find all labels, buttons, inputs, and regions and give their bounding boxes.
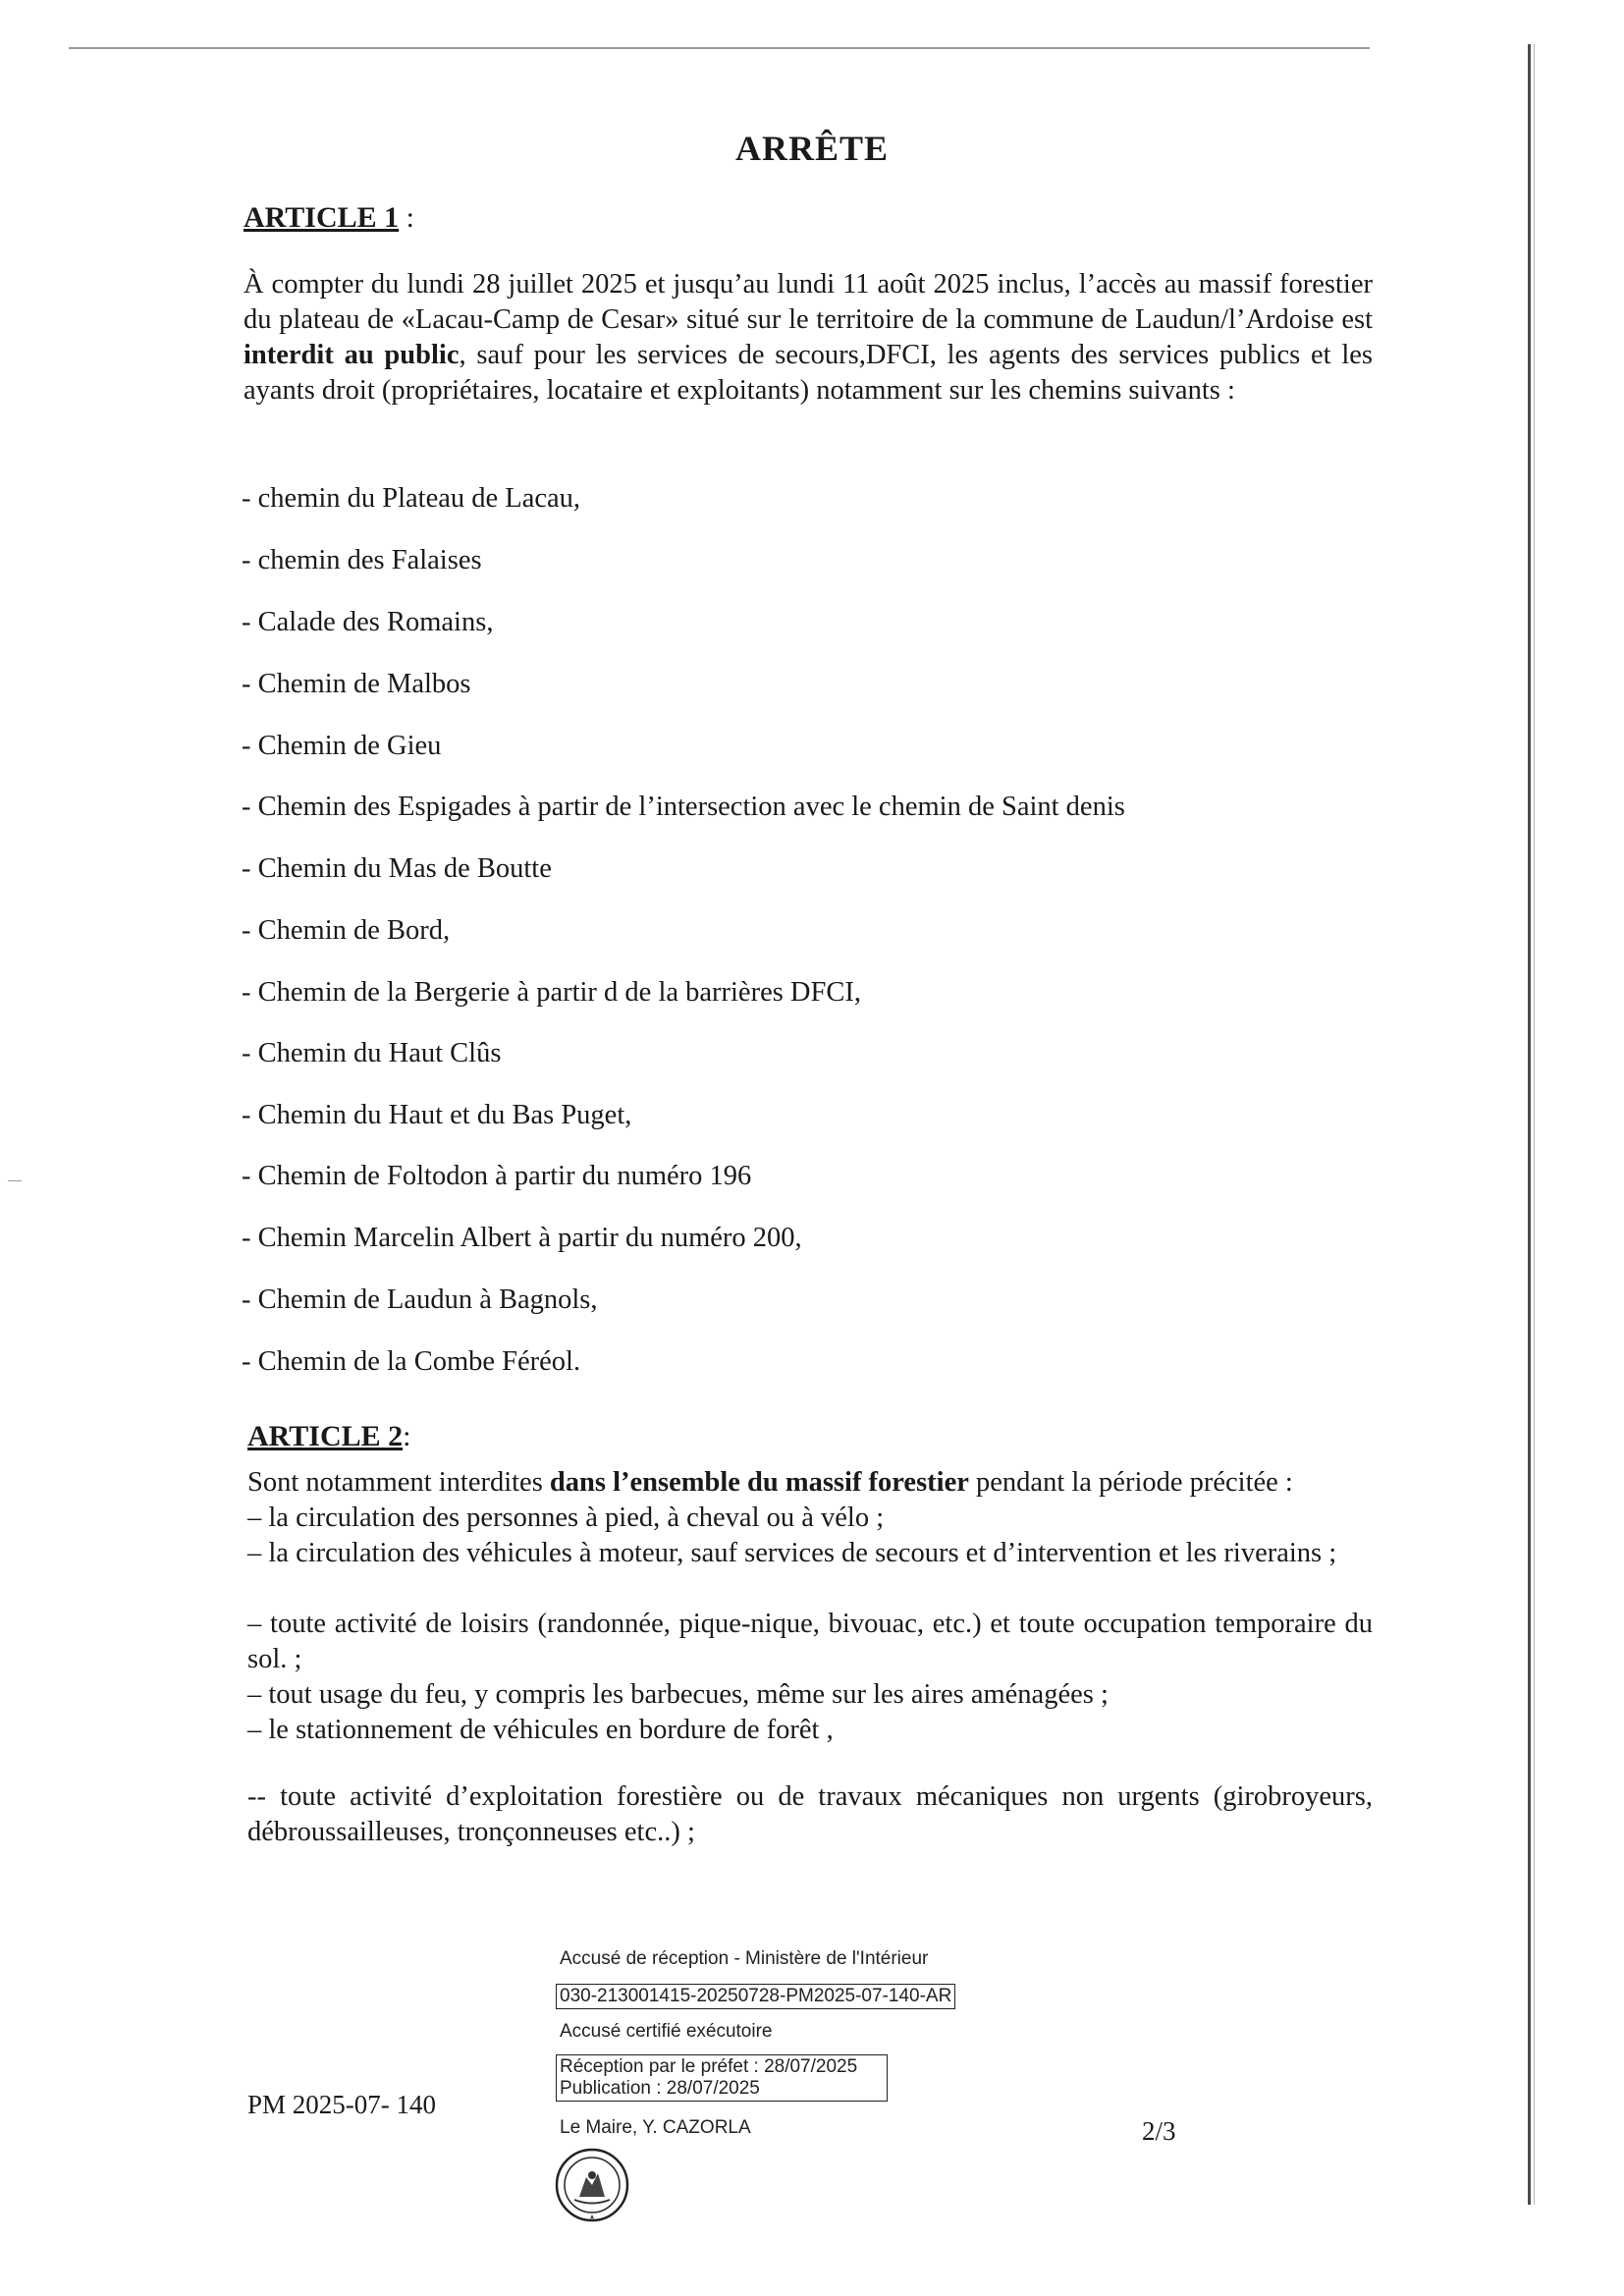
article1-intro-bold: interdit au public bbox=[244, 340, 460, 370]
article2-item: – tout usage du feu, y compris les barbecues, même sur les aires aménagées ; bbox=[247, 1679, 1109, 1710]
street-item: - Chemin de Bord, bbox=[242, 915, 451, 946]
article2-intro bbox=[247, 1465, 1373, 1501]
receipt-id: 030-213001415-20250728-PM2025-07-140-AR bbox=[560, 1986, 952, 2006]
article1-intro-text-a: À compter du lundi 28 juillet 2025 et jusqu’au lundi 11 août 2025 inclus, l’accès au massif forestier du plateau de «Lacau-Camp de Cesar» situé sur le territoire de la commune de Laudun/l’Ardoise est bbox=[244, 269, 1373, 335]
article1-intro bbox=[244, 267, 1373, 409]
article1-heading bbox=[244, 201, 414, 235]
document-reference: PM 2025-07- 140 bbox=[247, 2090, 437, 2119]
receipt-id-box bbox=[556, 1984, 955, 2009]
document-title: ARRÊTE bbox=[734, 129, 890, 168]
reception-box bbox=[556, 2054, 888, 2102]
street-item: - Chemin du Mas de Boutte bbox=[242, 853, 552, 884]
article2-heading-label: ARTICLE 2 bbox=[247, 1420, 404, 1452]
street-item: - Chemin du Haut Clûs bbox=[242, 1038, 502, 1068]
street-item: - chemin des Falaises bbox=[242, 545, 482, 575]
street-item: - Chemin de Foltodon à partir du numéro 196 bbox=[242, 1161, 752, 1191]
page-number: 2/3 bbox=[1142, 2116, 1176, 2146]
article2-item: – le stationnement de véhicules en bordure de forêt , bbox=[247, 1715, 834, 1745]
receipt-label: Accusé de réception - Ministère de l'Intérieur bbox=[560, 1948, 929, 1969]
left-scan-mark bbox=[8, 1180, 22, 1181]
article1-heading-suffix: : bbox=[399, 201, 414, 234]
street-item: - Chemin de la Combe Féréol. bbox=[242, 1346, 581, 1377]
right-scan-edge-light bbox=[1534, 44, 1535, 2205]
article2-intro-text-a: Sont notamment interdites bbox=[247, 1467, 550, 1498]
publication-date: Publication : 28/07/2025 bbox=[560, 2078, 760, 2099]
street-item: - Chemin de Malbos bbox=[242, 669, 471, 699]
article2-intro-text-b: pendant la période précitée : bbox=[968, 1467, 1293, 1498]
street-item: - Calade des Romains, bbox=[242, 607, 494, 637]
right-scan-edge bbox=[1528, 44, 1531, 2205]
article1-intro-text-b: , sauf pour les services de secours,DFCI, les agents des services publics et les ayants droit (propriétaires, locataire et exploitants) notamment sur les chemins suivants : bbox=[244, 340, 1373, 406]
street-item: - Chemin de Laudun à Bagnols, bbox=[242, 1285, 598, 1315]
article2-item: – la circulation des personnes à pied, à cheval ou à vélo ; bbox=[247, 1503, 885, 1533]
street-item: - chemin du Plateau de Lacau, bbox=[242, 483, 581, 514]
signatory: Le Maire, Y. CAZORLA bbox=[560, 2117, 751, 2138]
article2-item: – toute activité de loisirs (randonnée, pique-nique, bivouac, etc.) et toute occupation temporaire du sol. ; bbox=[247, 1609, 1373, 1674]
street-item: - Chemin des Espigades à partir de l’intersection avec le chemin de Saint denis bbox=[242, 792, 1125, 822]
article2-heading bbox=[247, 1420, 411, 1453]
article2-item: – la circulation des véhicules à moteur, sauf services de secours et d’intervention et les riverains ; bbox=[247, 1538, 1337, 1568]
article2-intro-bold: dans l’ensemble du massif forestier bbox=[549, 1467, 969, 1498]
article1-heading-label: ARTICLE 1 bbox=[244, 201, 400, 234]
municipal-seal-icon bbox=[553, 2146, 631, 2224]
top-scan-line bbox=[69, 47, 1370, 49]
street-item: - Chemin de Gieu bbox=[242, 731, 442, 761]
street-item: - Chemin Marcelin Albert à partir du numéro 200, bbox=[242, 1223, 802, 1253]
article2-item: -- toute activité d’exploitation forestière ou de travaux mécaniques non urgents (girobroyeurs, débroussailleuses, tronçonneuses etc..) ; bbox=[247, 1781, 1373, 1847]
street-item: - Chemin du Haut et du Bas Puget, bbox=[242, 1100, 632, 1130]
street-item: - Chemin de la Bergerie à partir d de la barrières DFCI, bbox=[242, 977, 861, 1008]
article2-heading-suffix: : bbox=[403, 1420, 411, 1452]
reception-date: Réception par le préfet : 28/07/2025 bbox=[560, 2056, 858, 2077]
certified-label: Accusé certifié exécutoire bbox=[560, 2021, 773, 2042]
